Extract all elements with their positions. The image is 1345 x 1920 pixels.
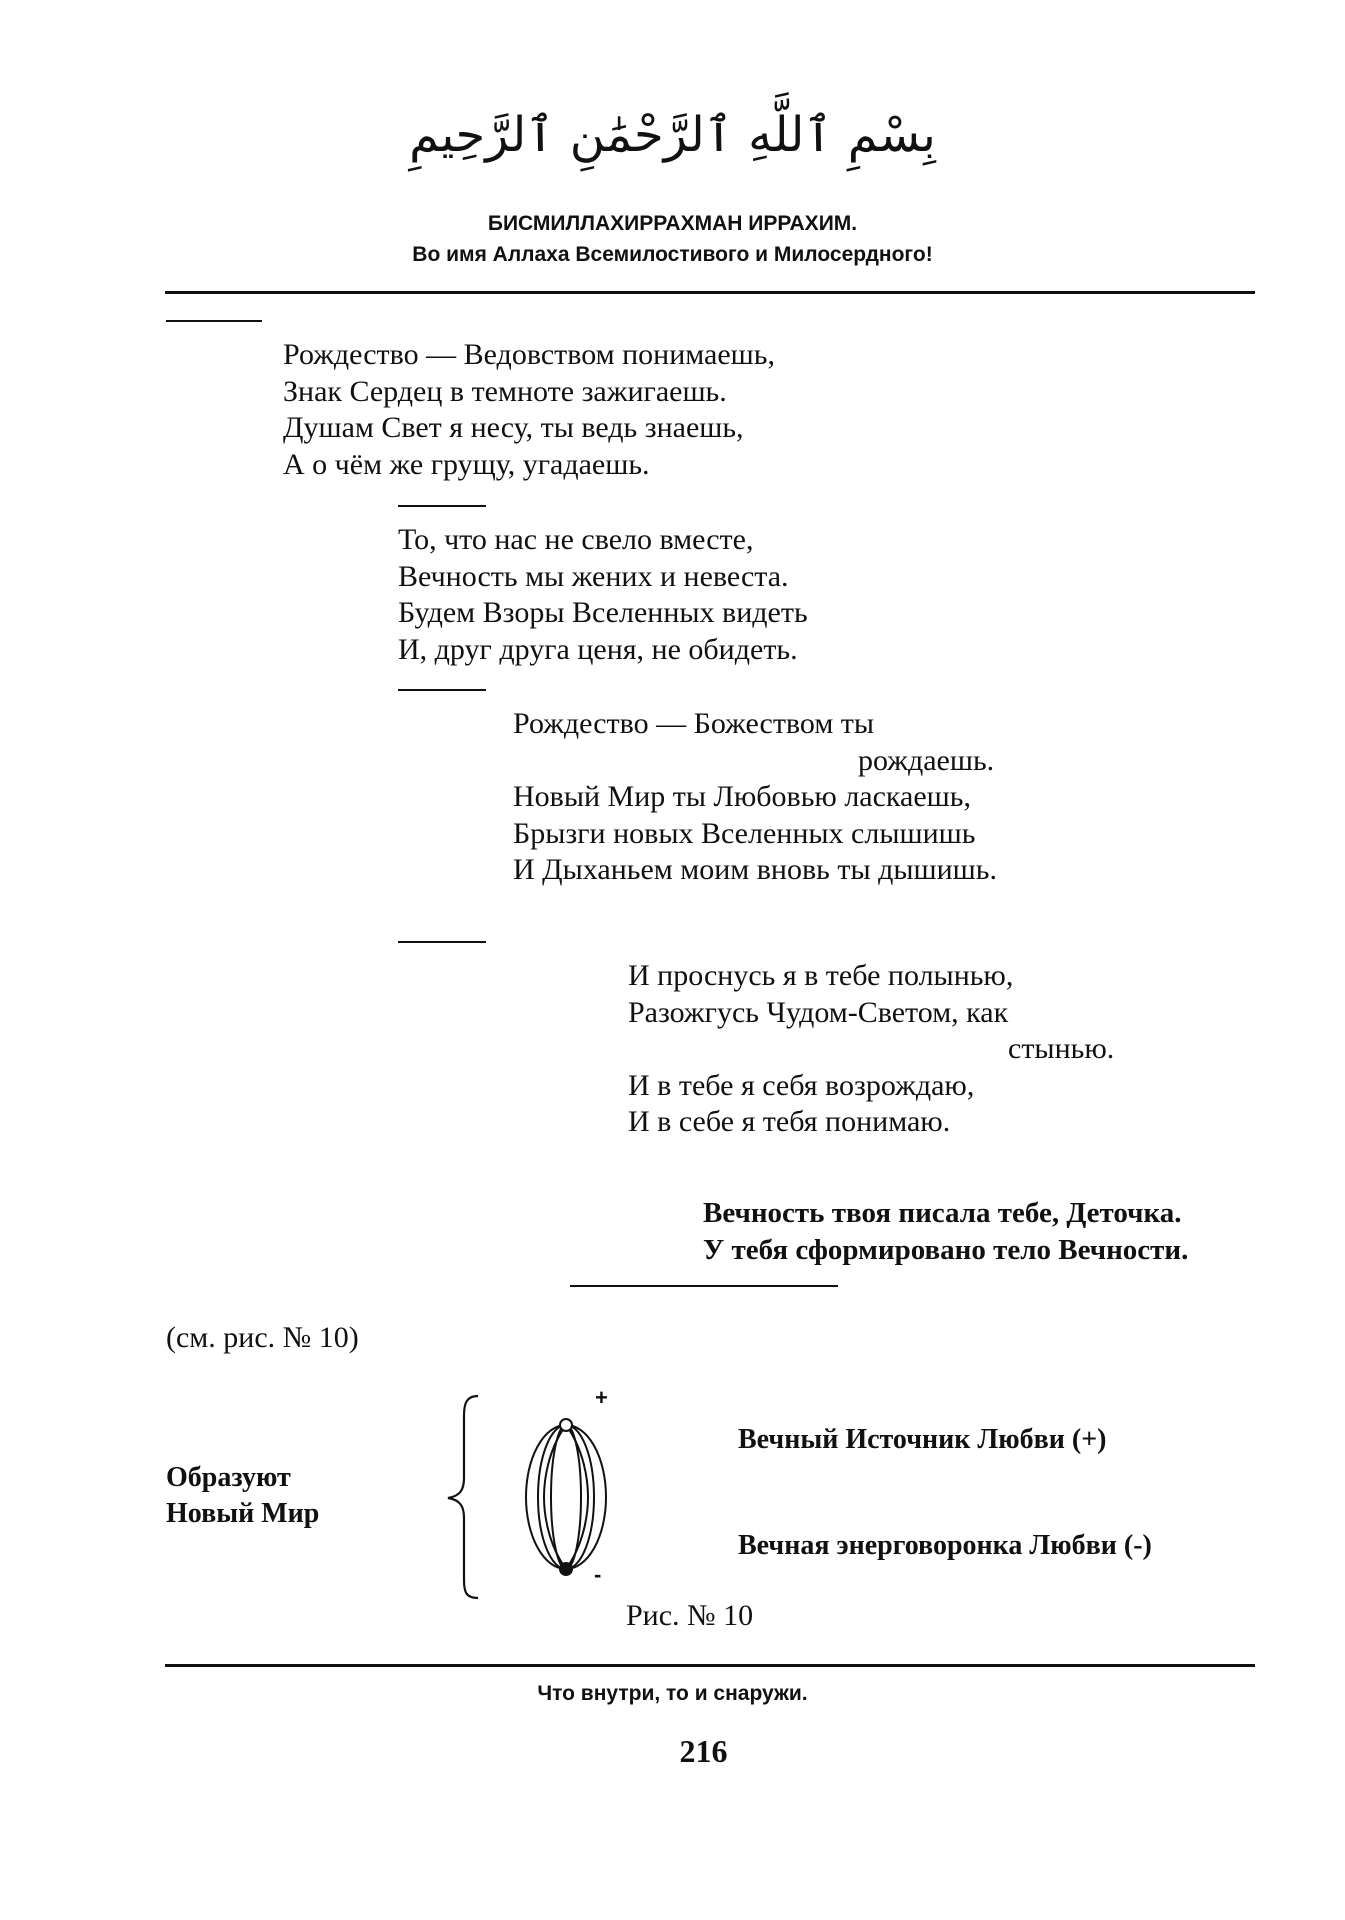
figure-reference: (см. рис. № 10) bbox=[166, 1321, 359, 1354]
verse-line: Рождество — Божеством ты bbox=[513, 707, 875, 740]
stanza-separator bbox=[398, 689, 486, 691]
stanza-separator bbox=[398, 505, 486, 507]
verse-line: И проснусь я в тебе полынью, bbox=[628, 959, 1014, 992]
verse-line: То, что нас не свело вместе, bbox=[398, 523, 754, 556]
verse-line: стынью. bbox=[1008, 1032, 1115, 1065]
verse-line: Будем Взоры Вселенных видеть bbox=[398, 596, 808, 629]
stanza-separator bbox=[398, 941, 486, 943]
stanza-3 bbox=[513, 706, 997, 889]
verse-line: Душам Свет я несу, ты ведь знаешь, bbox=[283, 411, 744, 444]
funnel-label: Вечная энерговоронка Любви (-) bbox=[738, 1530, 1152, 1561]
verse-line: Вечность мы жених и невеста. bbox=[398, 559, 789, 593]
footer-motto: Что внутри, то и снаружи. bbox=[537, 1682, 808, 1705]
verse-line: И, друг друга ценя, не обидеть. bbox=[398, 632, 798, 666]
figure-caption: Рис. № 10 bbox=[626, 1599, 754, 1632]
verse-line: И Дыханьем моим вновь ты дышишь. bbox=[513, 853, 997, 886]
minus-sign: - bbox=[594, 1562, 602, 1587]
verse-line: И в тебе я себя возрождаю, bbox=[628, 1068, 975, 1102]
verse-line: Знак Сердец в темноте зажигаешь. bbox=[283, 374, 727, 408]
short-dash-top bbox=[166, 320, 262, 322]
figure-left-label bbox=[166, 1460, 319, 1532]
funnel-point-icon bbox=[559, 1562, 573, 1576]
verse-line: Разожгусь Чудом-Светом, как bbox=[628, 995, 1009, 1029]
message-divider bbox=[570, 1285, 838, 1287]
verse-line: рождаешь. bbox=[858, 743, 995, 777]
verse-line: Рождество — Ведовством понимаешь, bbox=[283, 338, 775, 371]
source-label: Вечный Источник Любви (+) bbox=[738, 1424, 1107, 1455]
header-title: БИСМИЛЛАХИРРАХМАН ИРРАХИМ. bbox=[487, 212, 858, 235]
arabic-basmala: بِسْمِ ٱللَّهِ ٱلرَّحْمَٰنِ ٱلرَّحِيمِ bbox=[409, 107, 936, 163]
figure-left-label-1: Образуют bbox=[166, 1462, 291, 1493]
verse-line: И в себе я тебя понимаю. bbox=[628, 1105, 951, 1138]
figure-left-label-2: Новый Мир bbox=[166, 1498, 320, 1529]
eternity-message bbox=[703, 1195, 1188, 1268]
stanza-1 bbox=[283, 337, 775, 483]
sphere-icon bbox=[526, 1425, 606, 1569]
stanza-2 bbox=[398, 522, 808, 668]
stanza-4 bbox=[628, 958, 1114, 1141]
verse-line: Брызги новых Вселенных слышишь bbox=[513, 816, 976, 850]
page-number: 216 bbox=[679, 1733, 728, 1769]
message-line-1: Вечность твоя писала тебе, Деточка. bbox=[703, 1197, 1182, 1229]
verse-line: А о чём же грущу, угадаешь. bbox=[283, 447, 650, 481]
plus-sign: + bbox=[595, 1385, 608, 1410]
message-line-2: У тебя сформировано тело Вечности. bbox=[703, 1233, 1189, 1266]
footer-divider bbox=[165, 1664, 1255, 1667]
curly-brace bbox=[448, 1396, 478, 1598]
header-divider bbox=[165, 291, 1255, 294]
header-subtitle: Во имя Аллаха Всемилостивого и Милосердного! bbox=[412, 243, 933, 266]
verse-line: Новый Мир ты Любовью ласкаешь, bbox=[513, 780, 971, 813]
source-point-icon bbox=[560, 1419, 572, 1431]
